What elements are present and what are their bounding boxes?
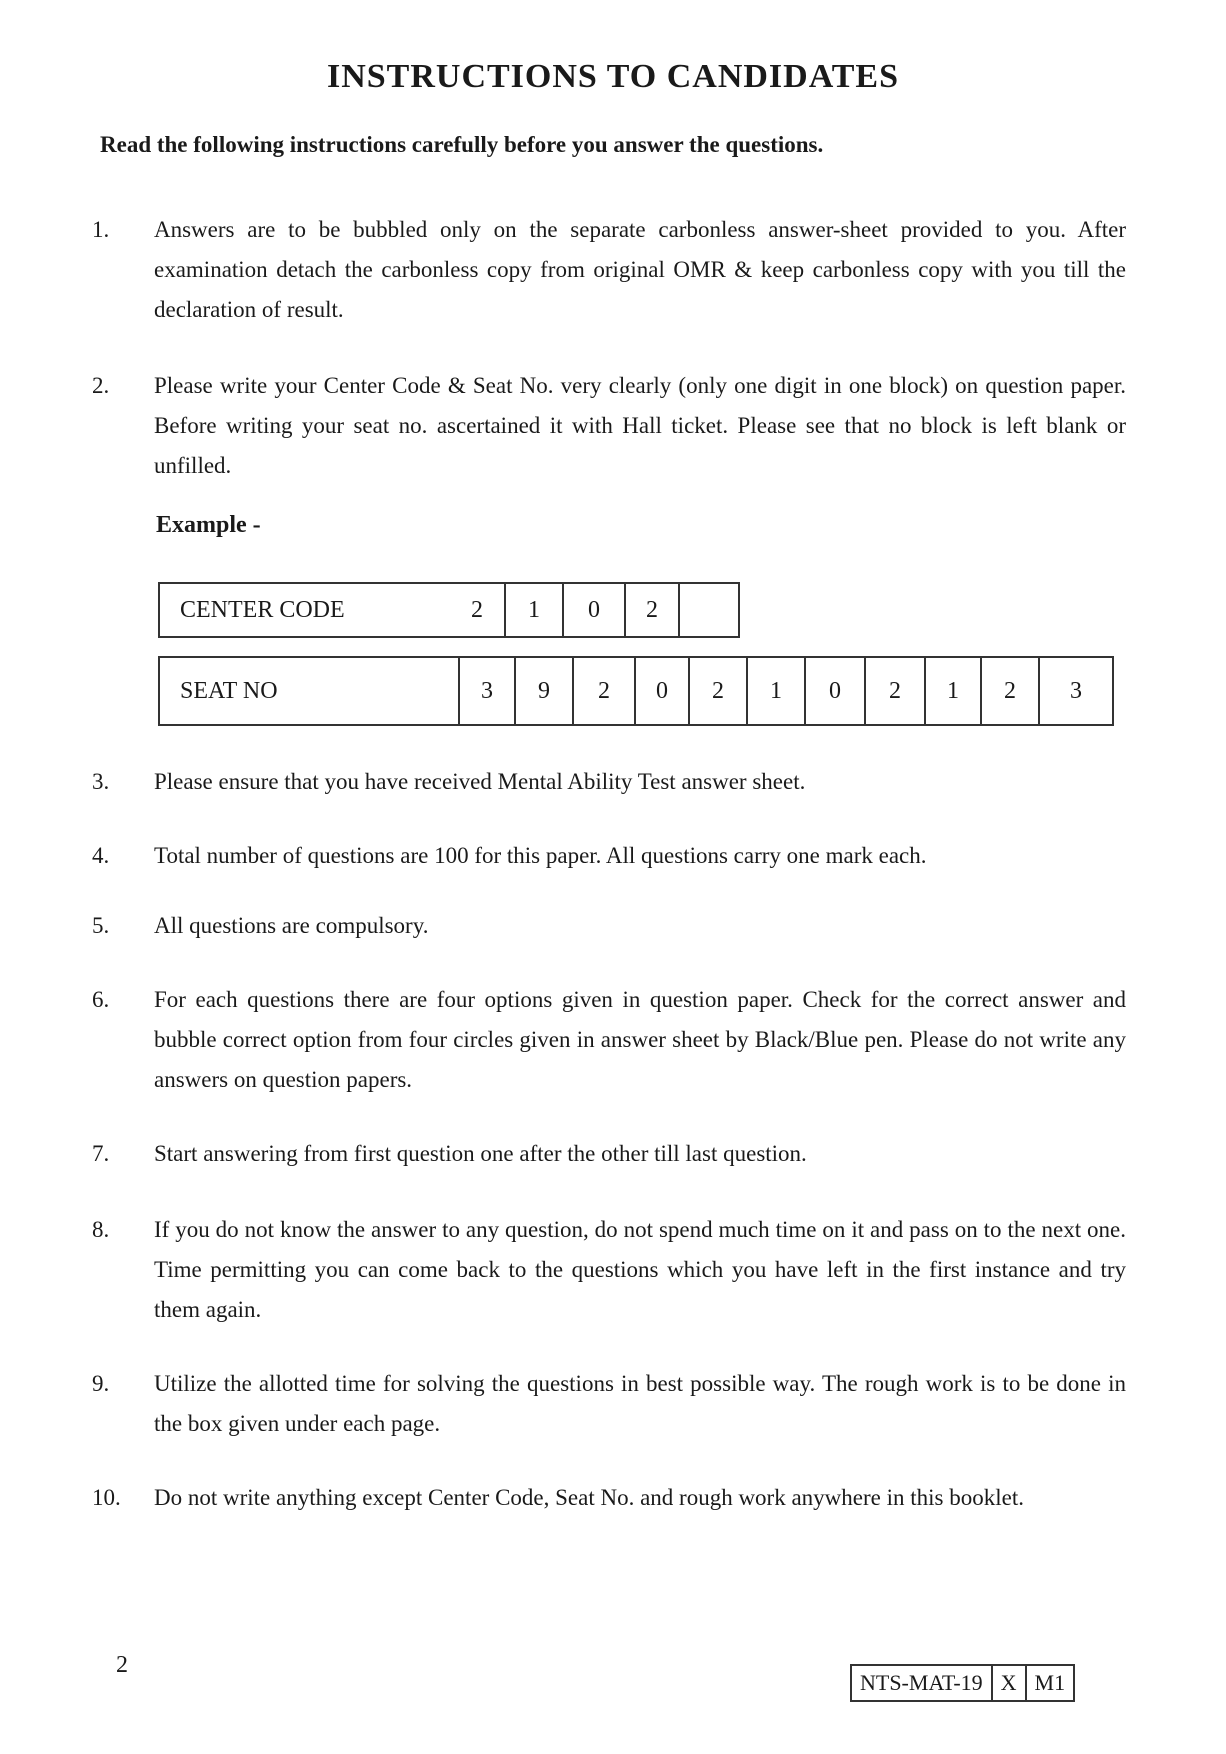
center-code-digit: 1: [505, 583, 563, 637]
instruction-text: Do not write anything except Center Code, Seat No. and rough work anywhere in this booklet.: [154, 1485, 1024, 1510]
instruction-text: Total number of questions are 100 for this paper. All questions carry one mark each.: [154, 843, 927, 868]
paper-code-box: [850, 1664, 1075, 1702]
instruction-text: Start answering from first question one after the other till last question.: [154, 1141, 807, 1166]
instruction-number: 7.: [92, 1141, 110, 1166]
center-code-digit: 2: [625, 583, 679, 637]
instruction-number: 6.: [92, 987, 110, 1012]
instruction-text: Utilize the allotted time for solving the questions in best possible way. The rough work is to be done in the box given under each page.: [154, 1371, 1126, 1436]
instruction-number: 10.: [92, 1485, 121, 1510]
seat-no-digit: 3: [459, 657, 515, 725]
instruction-number: 2.: [92, 373, 110, 398]
page-number: 2: [116, 1652, 128, 1678]
instruction-text: If you do not know the answer to any question, do not spend much time on it and pass on to the next one. Time permitting you can come back to the questions which you have left in the first instance and try them again.: [154, 1217, 1126, 1322]
center-code-digit: 2: [450, 583, 505, 637]
center-code-label: CENTER CODE: [159, 583, 450, 637]
seat-no-digit: 1: [925, 657, 981, 725]
seat-no-label: SEAT NO: [159, 657, 459, 725]
instruction-text: Please ensure that you have received Mental Ability Test answer sheet.: [154, 769, 806, 794]
lead-instruction: Read the following instructions carefully before you answer the questions.: [100, 132, 824, 157]
paper-code-series: NTS-MAT-19: [851, 1665, 992, 1701]
seat-no-digit: 2: [573, 657, 635, 725]
instruction-number: 8.: [92, 1217, 110, 1242]
seat-no-digit: 1: [747, 657, 805, 725]
seat-no-digit: 3: [1039, 657, 1113, 725]
seat-no-digit: 2: [981, 657, 1039, 725]
seat-no-digit: 0: [635, 657, 689, 725]
instruction-number: 4.: [92, 843, 110, 868]
instruction-text: All questions are compulsory.: [154, 913, 429, 938]
instruction-text: Answers are to be bubbled only on the separate carbonless answer-sheet provided to you. After examination detach the carbonless copy from original OMR & keep carbonless copy with you till the declaration of result.: [154, 217, 1126, 322]
instruction-number: 3.: [92, 769, 110, 794]
center-code-digit: [679, 583, 739, 637]
instruction-number: 5.: [92, 913, 110, 938]
instruction-number: 9.: [92, 1371, 110, 1396]
paper-code-medium: M1: [1026, 1665, 1075, 1701]
instruction-text: Please write your Center Code & Seat No. very clearly (only one digit in one block) on question paper. Before writing your seat no. ascertained it with Hall ticket. Please see that no block is left blank or unfilled.: [154, 373, 1126, 478]
center-code-digit: 0: [563, 583, 625, 637]
page-title: INSTRUCTIONS TO CANDIDATES: [326, 58, 900, 95]
paper-code-class: X: [992, 1665, 1026, 1701]
example-label: Example -: [156, 512, 261, 538]
instruction-number: 1.: [92, 217, 110, 242]
seat-no-digit: 0: [805, 657, 865, 725]
center-code-table: [158, 582, 740, 638]
seat-no-digit: 9: [515, 657, 573, 725]
seat-no-digit: 2: [865, 657, 925, 725]
instruction-text: For each questions there are four options given in question paper. Check for the correct answer and bubble correct option from four circles given in answer sheet by Black/Blue pen. Please do not write any answers on question papers.: [154, 987, 1126, 1092]
seat-no-digit: 2: [689, 657, 747, 725]
seat-no-table: [158, 656, 1114, 726]
